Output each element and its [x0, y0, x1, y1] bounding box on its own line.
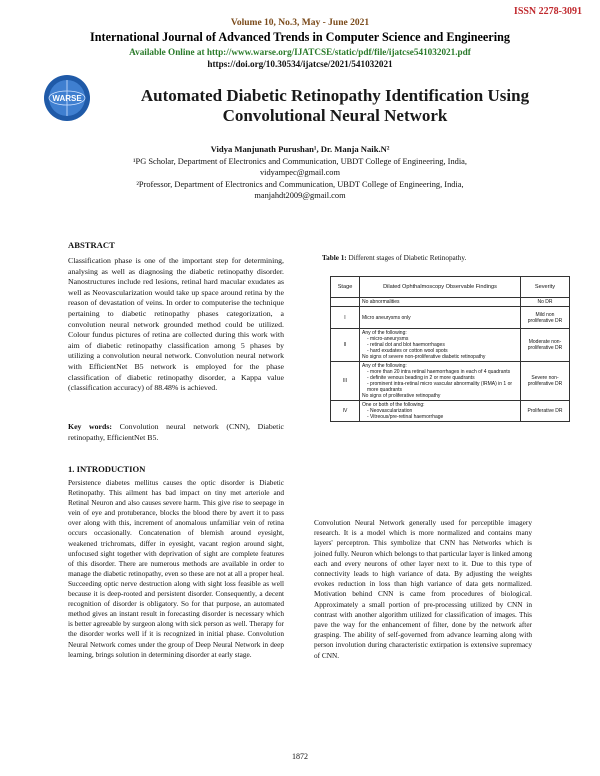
affiliation-2-email: manjahdt2009@gmail.com: [254, 191, 346, 200]
finding-line: - Vitreous/pre-retinal haemorrhage: [367, 414, 444, 420]
cnn-text: Convolution Neural Network generally used for perceptible imagery research. It is a model which is more normalized and contains many layers' perceptron. This symbolize that CNN has Networks which is joined fully. Neuron which belongs to that particular layer is linked among each and every neurons of other layer next to it. Due to this type of connectivity leads to high variance of data. By adjusting the weights evokes reduction in loss than high variance of data gets normalized. Motivation behind CNN is came from procedures of biological. Approximately a small portion of pre-processing utilized by CNN in contrast with another algorithm utilized for classification of images. This pave the way for the enhancement of filter, done by the network after grasping. The ability of self-governed from advance learning along with person involution during characteristic extirpation is extensive supremacy of CNN.: [314, 518, 532, 660]
table-caption: [322, 254, 466, 262]
table-cell-stage: IV: [331, 401, 360, 422]
table-row: [331, 401, 570, 422]
table-row: [331, 298, 570, 307]
finding-line: One or both of the following:: [362, 402, 425, 408]
introduction-heading: 1. INTRODUCTION: [68, 464, 146, 474]
keywords-text: Convolution neural network (CNN), Diabetic retinopathy, EfficientNet B5.: [68, 422, 284, 442]
paper-title-line1: Automated Diabetic Retinopathy Identification Using: [140, 86, 530, 105]
affiliation-2: [90, 179, 510, 201]
volume-line: Volume 10, No.3, May - June 2021: [230, 18, 370, 28]
issn-label: ISSN 2278-3091: [513, 6, 582, 17]
table-row: [331, 307, 570, 329]
finding-line: No signs of proliferative retinopathy: [362, 393, 441, 399]
abstract-heading: ABSTRACT: [68, 240, 115, 250]
table-caption-text: Different stages of Diabetic Retinopathy.: [348, 254, 467, 262]
keywords-label: Key words:: [68, 422, 112, 431]
authors: Vidya Manjunath Purushan¹, Dr. Manja Naik.N²: [210, 144, 390, 154]
finding-line: - more than 20 intra retinal haemorrhages in each of 4 quadrants: [367, 369, 511, 375]
affiliation-1-line1: ¹PG Scholar, Department of Electronics and Communication, UBDT College of Engineering, India,: [133, 157, 467, 166]
table-cell-severity: Proliferative DR: [521, 401, 570, 422]
table-cell-stage: I: [331, 307, 360, 329]
table-cell-findings: [360, 362, 521, 401]
abstract-text: Classification phase is one of the important step for determining, analysing as well as diagnosing the diabetic retinopathy disorder. Nanostructures include red lesions, retinal hard macular exudates as well as Neovascularization would take up space around retina by the reason of devastation of veins. In order to computerise the technique pertaining to diabetic retinopathy phases categorization, a convolution neural network grounded method could be utilized. Colour fundus pictures of retina are collected during this work with aim of diabetic retinopathy classification among 5 phases by utilizing a convolution neural network. Convolution neural network with EfficientNet B5 network is employed for the phase classification of diabetic retinopathy disorder, a Kappa value (classification accuracy) of 88.48% is achieved.: [68, 256, 284, 393]
table-cell-severity: Severe non-proliferative DR: [521, 362, 570, 401]
table-header-stage: Stage: [331, 277, 360, 298]
table-header-row: [331, 277, 570, 298]
table-cell-findings: [360, 329, 521, 362]
table-cell-severity: No DR: [521, 298, 570, 307]
doi-link[interactable]: https://doi.org/10.30534/ijatcse/2021/541032021: [207, 59, 393, 69]
table-header-findings: Dilated Ophthalmoscopy Observable Findings: [360, 277, 521, 298]
page-number: 1872: [292, 752, 308, 761]
warse-logo: [42, 73, 92, 123]
affiliation-1-email: vidyampec@gmail.com: [259, 168, 341, 177]
journal-name: International Journal of Advanced Trends in Computer Science and Engineering: [90, 30, 510, 44]
finding-line: - Neovascularization: [367, 408, 413, 414]
introduction-text: Persistence diabetes mellitus causes the optic disorder is Diabetic Retinopathy. This ailment has bad impact on tiny met arteriole and Retinal Neuron and also causes severe harm. This give rise to seepage in vein of eye and protuberance, blocks the blood there by avert it to pass over along with this, increment of anomalous unfamiliar vein of retina occurs occasionally. Concatenation of blemish around eyesight, weakened trichromats, differ in eyesight, vacant region around sight, unfocused sight together with deprivation of sight are complete features of this disorder. There are numerous methods are available in order to manage the diabetic retinopathy, even so these are not at all a proper heal. Succeeding optic nerve destruction along with sight loss feasible as well because it is deep-rooted and persistent disorder. Consequently, a decent recognition of disorder is obligatory. So for that purpose, an automated method gives an instant result in forecasting disorder is necessary which is better agreeable by surgeon along with sick person as well. Therapy for the disorder works well if it is recognized in initial phase. Convolution Neural Network comes under the group of Deep Neural Network in deep learning, brings solution in determining disorder at early stage.: [68, 478, 284, 659]
finding-line: No signs of severe non-proliferative diabetic retinopathy: [362, 354, 486, 360]
finding-line: - prominent intra-retinal micro vascular abnormality (IRMA) in 1 or more quadrants: [367, 381, 513, 393]
table-cell-stage: [331, 298, 360, 307]
available-online-link[interactable]: Available Online at http://www.warse.org/IJATCSE/static/pdf/file/ijatcse541032021.pdf: [129, 47, 471, 57]
affiliation-2-line1: ²Professor, Department of Electronics and Communication, UBDT College of Engineering, India,: [136, 180, 464, 189]
finding-line: - retinal dot and blot haemorrhages: [367, 342, 445, 348]
table-cell-severity: Moderate non-proliferative DR: [521, 329, 570, 362]
finding-line: Any of the following:: [362, 330, 407, 336]
finding-line: - hard exudates or cotton wool spots: [367, 348, 448, 354]
warse-logo-text: WARSE: [52, 94, 82, 103]
finding-line: Any of the following:: [362, 363, 407, 369]
paper-title: [100, 86, 570, 126]
affiliation-1: [90, 156, 510, 178]
table-cell-severity: Mild non proliferative DR: [521, 307, 570, 329]
table-cell-stage: II: [331, 329, 360, 362]
keywords: [68, 422, 284, 443]
table-cell-findings: [360, 401, 521, 422]
table-row: [331, 329, 570, 362]
table-cell-stage: III: [331, 362, 360, 401]
table-header-severity: Severity: [521, 277, 570, 298]
finding-line: - micro-aneurysms: [367, 336, 409, 342]
table-caption-label: Table 1:: [322, 254, 347, 262]
table-cell-finding: Micro aneurysms only: [360, 307, 521, 329]
dr-stages-table: [330, 276, 570, 422]
table-row: [331, 362, 570, 401]
finding-line: - definite venous beading in 2 or more quadrants: [367, 375, 475, 381]
paper-title-line2: Convolutional Neural Network: [222, 106, 448, 125]
table-cell-finding: No abnormalities: [360, 298, 521, 307]
